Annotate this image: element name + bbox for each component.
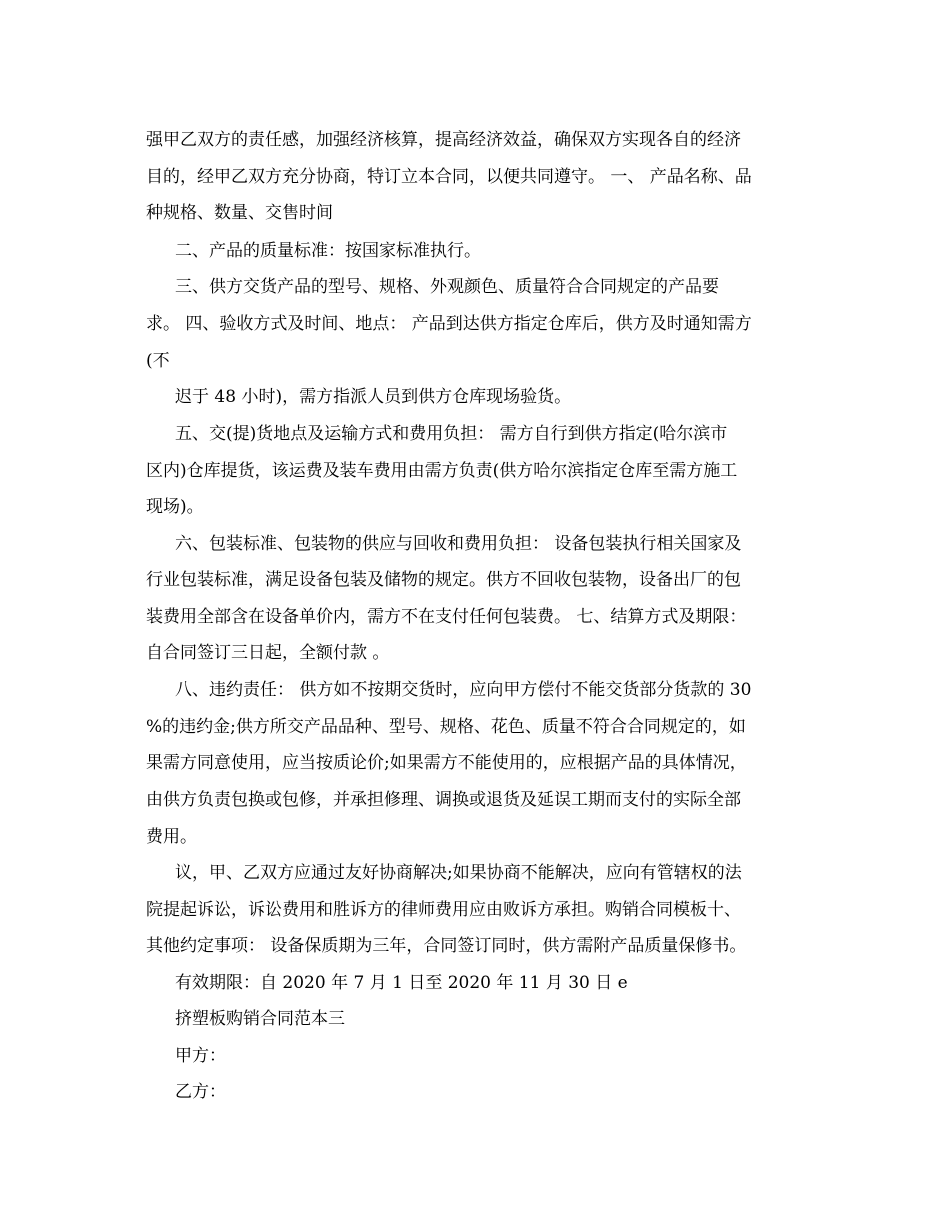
party-a-label: 甲方： xyxy=(175,1046,226,1066)
text-line: 其他约定事项： 设备保质期为三年，合同签订同时，供方需附产品质量保修书。 xyxy=(146,936,747,956)
text-line: 种规格、数量、交售时间 xyxy=(146,203,333,223)
party-b-label: 乙方： xyxy=(175,1082,226,1102)
text-line: 五、交(提)货地点及运输方式和费用负担： 需方自行到供方指定(哈尔滨市 xyxy=(175,424,728,444)
text-line: %的违约金;供方所交产品品种、型号、规格、花色、质量不符合合同规定的，如 xyxy=(146,717,746,737)
text-line: 强甲乙双方的责任感，加强经济核算，提高经济效益，确保双方实现各自的经济 xyxy=(146,130,741,150)
text-line: 三、供方交货产品的型号、规格、外观颜色、质量符合合同规定的产品要 xyxy=(175,277,719,297)
text-line: 求。 四、验收方式及时间、地点： 产品到达供方指定仓库后，供方及时通知需方 xyxy=(146,314,752,334)
text-line: 六、包装标准、包装物的供应与回收和费用负担： 设备包装执行相关国家及 xyxy=(175,534,742,554)
text-line: 自合同签订三日起，全额付款 。 xyxy=(146,643,390,663)
text-line: 二、产品的质量标准：按国家标准执行。 xyxy=(175,241,481,261)
text-line: 费用。 xyxy=(146,827,197,847)
text-line: 果需方同意使用，应当按质论价;如果需方不能使用的，应根据产品的具体情况， xyxy=(146,753,747,773)
text-line: 院提起诉讼，诉讼费用和胜诉方的律师费用应由败诉方承担。购销合同模板十、 xyxy=(146,900,741,920)
text-line: 区内)仓库提货，该运费及装车费用由需方负责(供方哈尔滨指定仓库至需方施工 xyxy=(146,461,738,481)
text-line: 由供方负责包换或包修，并承担修理、调换或退货及延误工期而支付的实际全部 xyxy=(146,790,741,810)
text-line: 装费用全部含在设备单价内，需方不在支付任何包装费。 七、结算方式及期限： xyxy=(146,607,747,627)
text-line: 现场)。 xyxy=(146,497,204,517)
section-title: 挤塑板购销合同范本三 xyxy=(175,1009,345,1029)
validity-period-line: 有效期限：自 2020 年 7 月 1 日至 2020 年 11 月 30 日 e xyxy=(175,973,628,993)
text-line: 八、违约责任： 供方如不按期交货时，应向甲方偿付不能交货部分货款的 30 xyxy=(175,680,752,700)
text-line: 议，甲、乙双方应通过友好协商解决;如果协商不能解决，应向有管辖权的法 xyxy=(175,863,742,883)
text-line: 行业包装标准，满足设备包装及储物的规定。供方不回收包装物，设备出厂的包 xyxy=(146,570,741,590)
text-line: 目的，经甲乙双方充分协商，特订立本合同，以便共同遵守。 一、 产品名称、品 xyxy=(146,167,752,187)
text-line: (不 xyxy=(146,351,170,371)
text-line: 迟于 48 小时)，需方指派人员到供方仓库现场验货。 xyxy=(175,387,572,407)
